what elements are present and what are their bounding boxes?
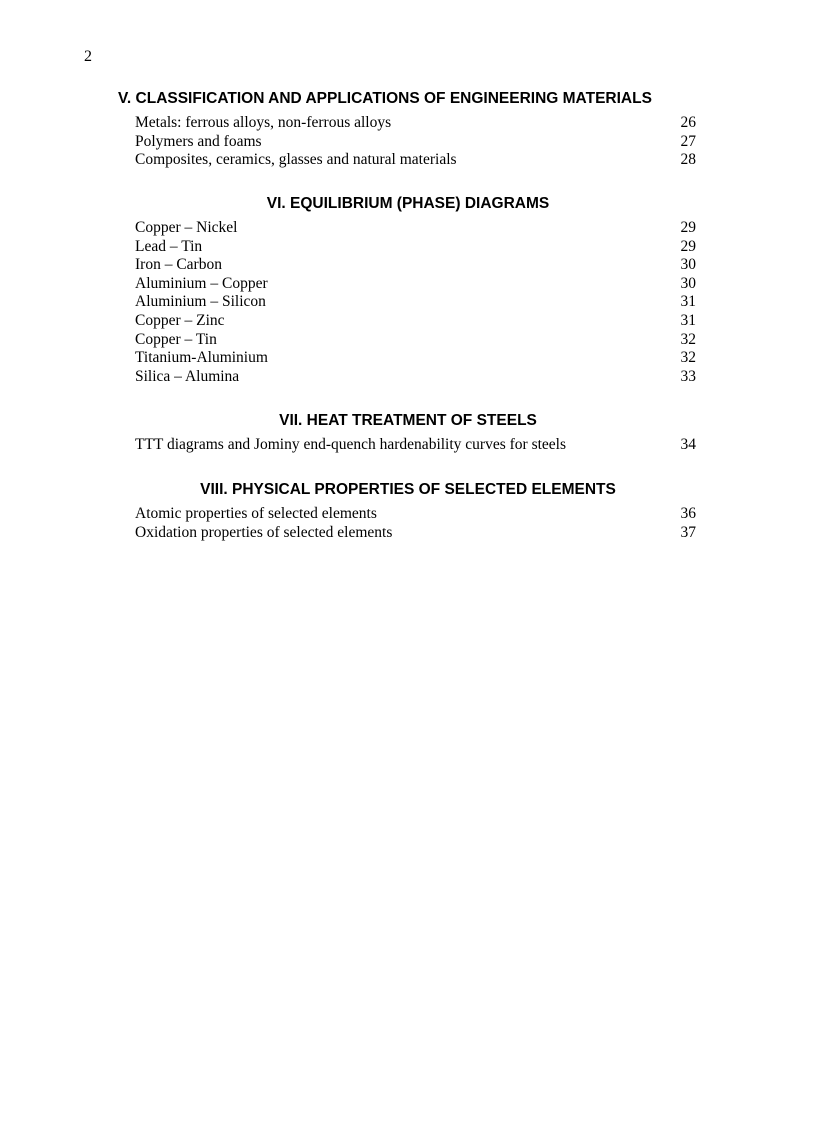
entry-title: Polymers and foams xyxy=(135,132,262,150)
entry-title: Aluminium – Copper xyxy=(135,274,268,292)
entry-page: 36 xyxy=(680,505,696,522)
entry-title: Aluminium – Silicon xyxy=(135,293,266,311)
entry-title: Lead – Tin xyxy=(135,237,203,255)
entry-title: Atomic properties of selected elements xyxy=(135,505,377,522)
entry-title: Copper – Nickel xyxy=(135,219,238,236)
entry-page: 34 xyxy=(680,436,696,453)
entry-title: Oxidation properties of selected elements xyxy=(135,523,393,541)
entry-page: 32 xyxy=(680,349,696,367)
section-heading: VI. EQUILIBRIUM (PHASE) DIAGRAMS xyxy=(266,195,550,212)
section-heading: V. CLASSIFICATION AND APPLICATIONS OF ENGINEERING MATERIALS xyxy=(118,90,652,107)
toc-entry xyxy=(118,436,698,455)
toc-entry xyxy=(118,312,698,331)
entry-title: Silica – Alumina xyxy=(135,367,240,385)
toc-entry xyxy=(118,293,698,312)
section-heading: VIII. PHYSICAL PROPERTIES OF SELECTED ELEMENTS xyxy=(200,481,616,498)
toc-entry xyxy=(118,219,698,238)
toc-entry xyxy=(118,151,698,170)
entry-page: 33 xyxy=(680,367,696,385)
entry-title: Copper – Tin xyxy=(135,330,217,348)
toc-entry xyxy=(118,114,698,133)
entry-page: 27 xyxy=(680,132,696,150)
section-heading: VII. HEAT TREATMENT OF STEELS xyxy=(279,412,537,429)
toc-section-vi xyxy=(118,195,698,386)
entry-page: 30 xyxy=(680,256,696,274)
entry-title: Copper – Zinc xyxy=(135,311,225,329)
entry-title: Iron – Carbon xyxy=(135,256,222,274)
entry-title: Composites, ceramics, glasses and natural materials xyxy=(135,151,457,169)
entry-page: 32 xyxy=(680,330,696,348)
entry-page: 31 xyxy=(680,311,696,329)
toc-entry xyxy=(118,524,698,543)
entry-title: Metals: ferrous alloys, non-ferrous alloys xyxy=(135,114,392,131)
toc-entry xyxy=(118,256,698,275)
entry-page: 29 xyxy=(680,237,696,255)
toc-section-v xyxy=(118,90,698,170)
toc-entry xyxy=(118,505,698,524)
toc-section-viii xyxy=(118,481,698,542)
entry-page: 29 xyxy=(680,219,696,236)
entry-page: 37 xyxy=(680,523,696,541)
toc-entry xyxy=(118,331,698,350)
toc-entry xyxy=(118,275,698,294)
entry-title: TTT diagrams and Jominy end-quench hardenability curves for steels xyxy=(135,436,567,453)
entry-page: 31 xyxy=(680,293,696,311)
toc-section-vii xyxy=(118,412,698,455)
toc-entry xyxy=(118,238,698,257)
entry-title: Titanium-Aluminium xyxy=(135,349,268,367)
entry-page: 28 xyxy=(680,151,696,169)
entry-page: 30 xyxy=(680,274,696,292)
page-number: 2 xyxy=(84,48,92,65)
toc-entry xyxy=(118,133,698,152)
toc-entry xyxy=(118,368,698,387)
toc-entry xyxy=(118,349,698,368)
entry-page: 26 xyxy=(680,114,696,131)
